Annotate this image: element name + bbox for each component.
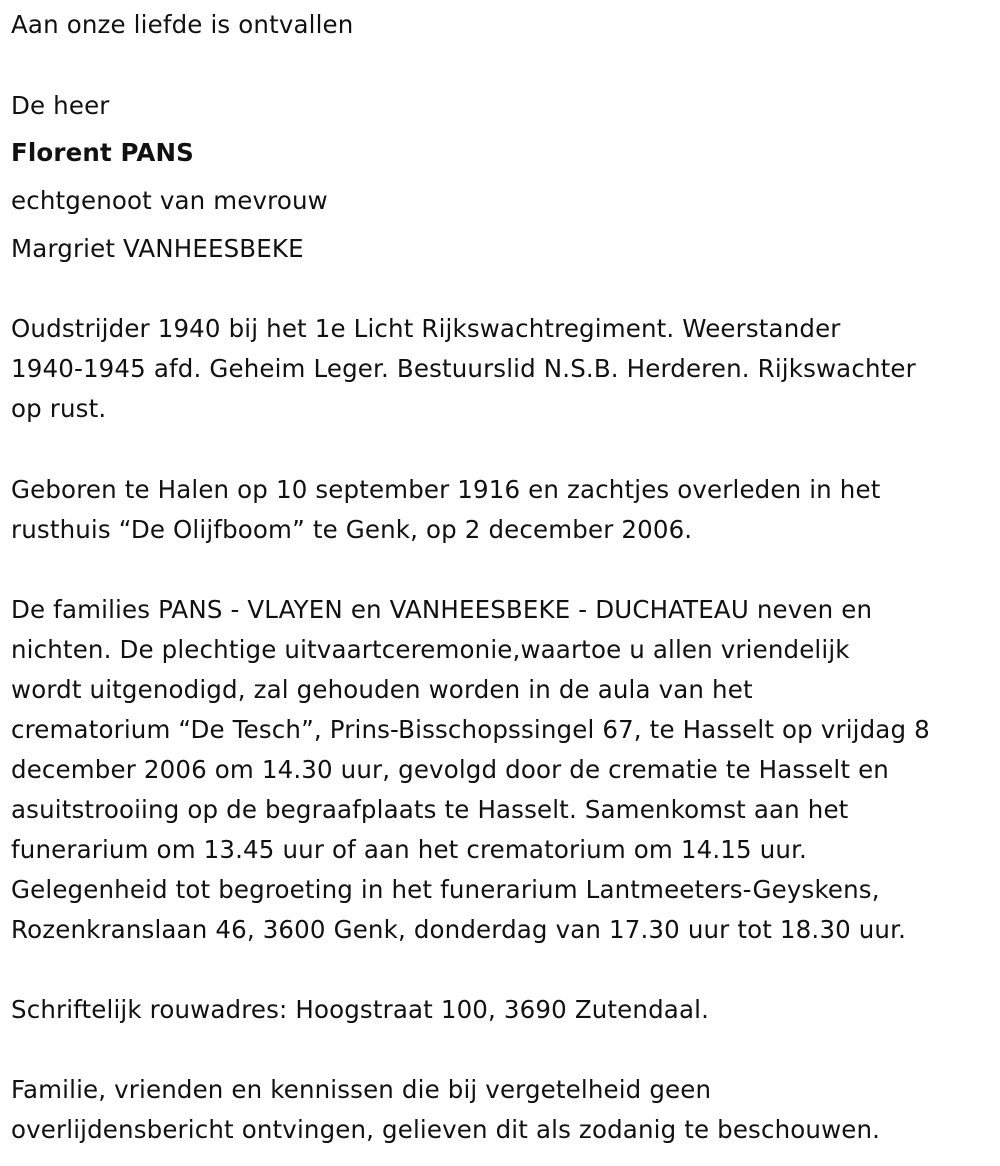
title-prefix: De heer <box>11 91 110 120</box>
paragraph-line: december 2006 om 14.30 uur, gevolgd door de crematie te Hasselt en <box>11 755 889 784</box>
paragraph-line: Familie, vrienden en kennissen die bij vergetelheid geen <box>11 1075 712 1104</box>
paragraph-line: 1940-1945 afd. Geheim Leger. Bestuurslid N.S.B. Herderen. Rijkswachter <box>11 354 916 383</box>
deceased-name: Florent PANS <box>11 138 194 167</box>
paragraph-line: Gelegenheid tot begroeting in het funerarium Lantmeeters-Geyskens, <box>11 875 880 904</box>
spouse-label: echtgenoot van mevrouw <box>11 186 328 215</box>
intro-line: Aan onze liefde is ontvallen <box>11 10 354 39</box>
paragraph-line: De families PANS - VLAYEN en VANHEESBEKE - DUCHATEAU neven en <box>11 595 873 624</box>
paragraph-line: Rozenkranslaan 46, 3600 Genk, donderdag van 17.30 uur tot 18.30 uur. <box>11 915 907 944</box>
paragraph-line: crematorium “De Tesch”, Prins-Bisschopssingel 67, te Hasselt op vrijdag 8 <box>11 715 930 744</box>
paragraph-line: Oudstrijder 1940 bij het 1e Licht Rijkswachtregiment. Weerstander <box>11 314 841 343</box>
paragraph-line: rusthuis “De Olijfboom” te Genk, op 2 december 2006. <box>11 515 693 544</box>
paragraph-line: op rust. <box>11 394 107 423</box>
address-line: Schriftelijk rouwadres: Hoogstraat 100, 3690 Zutendaal. <box>11 995 710 1024</box>
paragraph-line: overlijdensbericht ontvingen, gelieven dit als zodanig te beschouwen. <box>11 1115 881 1144</box>
paragraph-line: wordt uitgenodigd, zal gehouden worden in de aula van het <box>11 675 753 704</box>
paragraph-line: Geboren te Halen op 10 september 1916 en zachtjes overleden in het <box>11 475 881 504</box>
paragraph-line: asuitstrooiing op de begraafplaats te Hasselt. Samenkomst aan het <box>11 795 849 824</box>
paragraph-line: nichten. De plechtige uitvaartceremonie,waartoe u allen vriendelijk <box>11 635 850 664</box>
spouse-name: Margriet VANHEESBEKE <box>11 234 304 263</box>
paragraph-line: funerarium om 13.45 uur of aan het crematorium om 14.15 uur. <box>11 835 807 864</box>
